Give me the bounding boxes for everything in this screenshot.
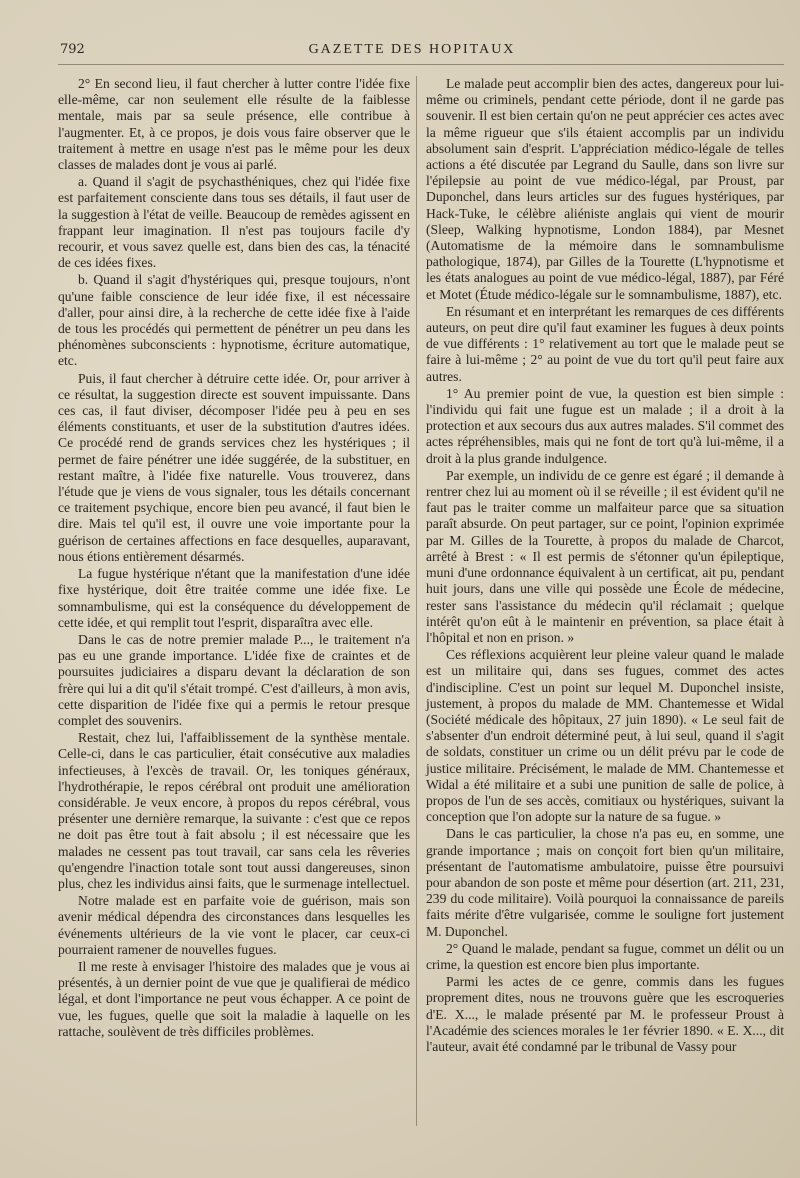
paragraph: Il me reste à envisager l'histoire des malades que je vous ai présentés, à un dernier point de vue que je qualifierai de médico légal, et dont l'importance ne peut vous échapper. A ce point de vue, les fugues, quelle que soit la maladie à laquelle on les rattache, soulèvent de très difficiles problèmes. <box>58 958 410 1039</box>
paragraph: b. Quand il s'agit d'hystériques qui, presque toujours, n'ont qu'une faible conscience de leur idée fixe, il est nécessaire d'aller, pour ainsi dire, à la recherche de cette idée fixe à l'aide de tous les procédés qui permettent de pénétrer un peu dans les phénomènes subconscients : hypnotisme, écriture automatique, etc. <box>58 272 410 369</box>
header-rule <box>58 64 784 65</box>
paragraph: 2° Quand le malade, pendant sa fugue, commet un délit ou un crime, la question est encore bien plus importante. <box>426 940 784 972</box>
paragraph: Ces réflexions acquièrent leur pleine valeur quand le malade est un militaire qui, dans ses fugues, commet des actes d'indiscipline. C'est un point sur lequel M. Duponchel insiste, justement, à propos du malade de MM. Chantemesse et Widal (Société médicale des hôpitaux, 27 juin 1890). « Le seul fait de s'absenter d'un endroit déterminé peut, à lui seul, quand il s'agit de soldats, constituer un crime ou un délit prévu par le code de justice militaire. Précisément, le malade de MM. Chantemesse et Widal a été militaire et a subi une punition de salle de police, à propos de l'un de ses accès, comitiaux ou hystériques, suivant la conception que l'on adopte sur la nature de sa fugue. » <box>426 647 784 825</box>
paragraph: Parmi les actes de ce genre, commis dans les fugues proprement dites, nous ne trouvons guère que les escroqueries d'E. X..., le malade présenté par M. le professeur Proust à l'Académie des sciences morales le 1er février 1890. « E. X..., dit l'auteur, avait été condamné par le tribunal de Vassy pour <box>426 974 784 1054</box>
paragraph: Le malade peut accomplir bien des actes, dangereux pour lui-même ou criminels, pendant cette période, dont il ne garde pas souvenir. Il est bien certain qu'on ne peut apprécier ces actes avec la même rigueur que s'ils étaient accomplis par un individu absolument sain d'esprit. L'appréciation médico-légale de telles actions a été discutée par Legrand du Saulle, dans son livre sur l'épilepsie au point de vue médico-légal, par Proust, par Duponchel, dans leurs articles sur des fugues hystériques, par Hack-Tuke, le célèbre aliéniste anglais qui vient de mourir (Sleep, Walking hypnotisme, London 1884), par Mesnet (Automatisme de la mémoire dans le somnambulisme pathologique, 1874), par Gilles de la Tourette (L'hypnotisme et les états analogues au point de vue médico-légal, 1887), par Féré et Motet (Étude médico-légale sur le somnambulisme, 1887), etc. <box>426 76 784 302</box>
paragraph: La fugue hystérique n'étant que la manifestation d'une idée fixe hystérique, doit être traitée comme une idée fixe. Le somnambulisme, qui est la conséquence du développement de cette idée, et qui remplit tout l'esprit, disparaîtra avec elle. <box>58 566 410 630</box>
page-header <box>60 42 764 66</box>
paragraph: Dans le cas particulier, la chose n'a pas eu, en somme, une grande importance ; mais on conçoit fort bien qu'un militaire, présentant de l'automatisme ambulatoire, puisse être poursuivi pour abandon de son poste et même pour désertion (art. 211, 231, 239 du code militaire). Voilà pourquoi la connaissance de pareils faits mérite d'être vulgarisée, comme le souligne fort justement M. Duponchel. <box>426 826 784 939</box>
paragraph: Notre malade est en parfaite voie de guérison, mais son avenir médical dépendra des circonstances dans lesquelles les événements ultérieurs de la vie vont le placer, car ceux-ci pourraient ramener de nouvelles fugues. <box>58 893 410 957</box>
left-column <box>58 76 410 1040</box>
running-title: GAZETTE DES HOPITAUX <box>308 42 516 57</box>
paragraph: Restait, chez lui, l'affaiblissement de la synthèse mentale. Celle-ci, dans le cas particulier, était consécutive aux maladies infectieuses, à l'excès de travail. Or, les toniques généraux, l'hydrothérapie, le repos cérébral ont produit une amélioration considérable. Je veux encore, à propos du repos cérébral, vous présenter une dernière remarque, la suivante : c'est que ce repos ne doit pas être tout à fait absolu ; il est nécessaire que les malades ne cessent pas tout travail, car sans cela les rêveries qu'engendre l'inaction totale sont tout aussi dangereuses, sinon plus, chez les individus ainsi faits, que le surmenage intellectuel. <box>58 730 410 891</box>
paragraph: En résumant et en interprétant les remarques de ces différents auteurs, on peut dire qu'il faut examiner les fugues à deux points de vue différents : 1° relativement au tort que le malade peut se faire à lui-même ; 2° au point de vue du tort qu'il peut faire aux autres. <box>426 303 784 384</box>
paragraph: Dans le cas de notre premier malade P..., le traitement n'a pas eu une grande importance. L'idée fixe de craintes et de poursuites judiciaires a disparu devant la déclaration de son frère qui lui a dit qu'il s'était trompé. C'est d'ailleurs, à mon avis, cette disparition de l'idée fixe qui a permis le retour presque complet des souvenirs. <box>58 631 410 728</box>
paragraph: Par exemple, un individu de ce genre est égaré ; il demande à rentrer chez lui au moment où il se réveille ; il est évident qu'il ne faut pas le traiter comme un malfaiteur parce que sa situation paraît absurde. On peut partager, sur ce point, l'opinion exprimée par M. Gilles de la Tourette, à propos du malade de Charcot, arrêté à Brest : « Il est permis de s'étonner qu'un épileptique, muni d'une ordonnance équivalent à un certificat, ait pu, pendant huit jours, dans une ville qui possède une École de médecine, rester sans l'assistance du médecin qu'il réclamait ; quelque intérêt qu'on eût à le maintenir en prévention, sa place était à l'hôpital et non en prison. » <box>426 467 784 645</box>
paragraph: a. Quand il s'agit de psychasthéniques, chez qui l'idée fixe est parfaitement consciente dans tous ses détails, il faut user de la suggestion à l'état de veille. Beaucoup de remèdes agissent en frappant leur imagination. Il n'est pas toujours facile d'y recourir, et vous savez quelle est, dans bien des cas, la ténacité de ces idées fixes. <box>58 174 410 271</box>
right-column <box>426 76 784 1055</box>
paragraph: Puis, il faut chercher à détruire cette idée. Or, pour arriver à ce résultat, la suggestion directe est souvent impuissante. Dans ces cas, il faut diviser, décomposer l'idée peu à peu en ses éléments constituants, et user de la substitution d'autres idées. Ce procédé rend de grands services chez les hystériques ; il permet de faire pénétrer une idée suggérée, de la substituer, en restant maître, à l'idée fixe naturelle. Vous trouverez, dans l'étude que je viens de vous signaler, tous les détails concernant ce traitement psychique, encore bien peu avancé, il faut bien le dire. Mais tel qu'il est, il ouvre une voie importante pour la guérison de certaines affections en face desquelles, auparavant, nous étions entièrement désarmés. <box>58 370 410 564</box>
paragraph: 1° Au premier point de vue, la question est bien simple : l'individu qui fait une fugue est un malade ; il a droit à la protection et aux secours dus aux autres malades. S'il commet des actes répréhensibles, mais qui ne font de tort qu'à lui-même, il a droit à la plus grande indulgence. <box>426 385 784 466</box>
paragraph: 2° En second lieu, il faut chercher à lutter contre l'idée fixe elle-même, car non seulement elle résulte de la faiblesse mentale, mais par sa seule présence, elle contribue à l'augmenter. Et, à ce propos, je dois vous faire observer que le traitement à mettre en usage n'est pas le même pour les deux classes de malades dont je vous ai parlé. <box>58 76 410 173</box>
page-number: 792 <box>60 42 85 57</box>
column-divider <box>416 76 417 1126</box>
